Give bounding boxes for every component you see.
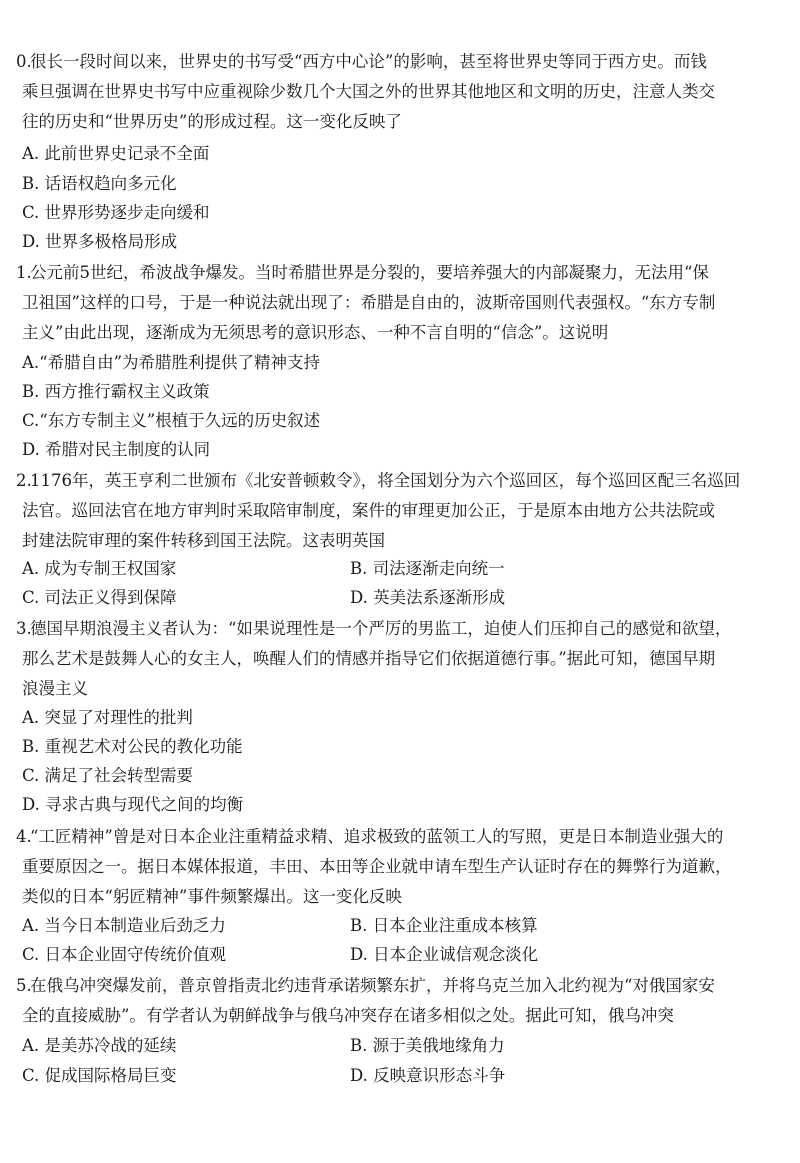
question-number: 1. bbox=[16, 263, 32, 282]
question-number: 0. bbox=[16, 52, 32, 71]
question-number: 5. bbox=[16, 976, 32, 995]
stem-line: 全的直接威胁”。有学者认为朝鲜战争与俄乌冲突存在诸多相似之处。据此可知，俄乌冲突 bbox=[22, 1006, 674, 1025]
option-b[interactable]: B. 重视艺术对公民的教化功能 bbox=[22, 737, 243, 756]
option-d[interactable]: D. 寻求古典与现代之间的均衡 bbox=[22, 795, 244, 814]
option-b[interactable]: B. 日本企业注重成本核算 bbox=[350, 916, 538, 935]
option-c[interactable]: C.“东方专制主义”根植于久远的历史叙述 bbox=[22, 411, 321, 430]
question-12 bbox=[0, 466, 790, 556]
stem-line: 2.1176年，英王亨利二世颁布《北安普顿敕令》，将全国划分为六个巡回区，每个巡回区配三名巡回 bbox=[0, 466, 790, 496]
option-a[interactable]: A. 此前世界史记录不全面 bbox=[22, 144, 210, 163]
option-b[interactable]: B. 话语权趋向多元化 bbox=[22, 174, 177, 193]
stem-line: 类似的日本“躬匠精神”事件频繁爆出。这一变化反映 bbox=[22, 887, 402, 906]
option-c[interactable]: C. 日本企业固守传统价值观 bbox=[22, 945, 227, 964]
question-14 bbox=[0, 822, 790, 912]
stem-line: 0.很长一段时间以来，世界史的书写受“西方中心论”的影响，甚至将世界史等同于西方史。而钱 bbox=[0, 47, 790, 77]
stem-line: 4.“工匠精神”曾是对日本企业注重精益求精、追求极致的蓝领工人的写照，更是日本制造业强大的 bbox=[0, 822, 790, 852]
stem-line: 那么艺术是鼓舞人心的女主人，唤醒人们的情感并指导它们依据道德行事。”据此可知，德国早期 bbox=[22, 649, 716, 668]
option-a[interactable]: A. 是美苏冷战的延续 bbox=[22, 1036, 177, 1055]
option-c[interactable]: C. 满足了社会转型需要 bbox=[22, 766, 194, 785]
stem-line: 重要原因之一。据日本媒体报道，丰田、本田等企业就申请车型生产认证时存在的舞弊行为道歉， bbox=[22, 857, 732, 876]
option-d[interactable]: D. 英美法系逐渐形成 bbox=[350, 588, 506, 607]
option-b[interactable]: B. 司法逐渐走向统一 bbox=[350, 559, 505, 578]
stem-line: 浪漫主义 bbox=[22, 679, 88, 698]
question-number: 4. bbox=[16, 827, 32, 846]
question-stem bbox=[0, 258, 790, 348]
question-15 bbox=[0, 971, 790, 1031]
stem-line: 卫祖国”这样的口号，于是一种说法就出现了：希腊是自由的，波斯帝国则代表强权。“东方专制 bbox=[22, 293, 716, 312]
stem-line: 5.在俄乌冲突爆发前，普京曾指责北约违背承诺频繁东扩，并将乌克兰加入北约视为“对俄国家安 bbox=[0, 971, 790, 1001]
stem-line: 封建法院审理的案件转移到国王法院。这表明英国 bbox=[22, 531, 385, 550]
option-d[interactable]: D. 反映意识形态斗争 bbox=[350, 1066, 506, 1085]
question-stem bbox=[0, 614, 790, 704]
question-number: 3. bbox=[16, 619, 32, 638]
question-11 bbox=[0, 258, 790, 348]
stem-line: 1.公元前5世纪，希波战争爆发。当时希腊世界是分裂的，要培养强大的内部凝聚力，无法用“保 bbox=[0, 258, 790, 288]
option-c[interactable]: C. 司法正义得到保障 bbox=[22, 588, 177, 607]
question-stem bbox=[0, 822, 790, 912]
question-number: 2. bbox=[16, 471, 32, 490]
stem-line: 法官。巡回法官在地方审判时采取陪审制度，案件的审理更加公正，于是原本由地方公共法院或 bbox=[22, 501, 715, 520]
stem-line: 3.德国早期浪漫主义者认为：“如果说理性是一个严厉的男监工，迫使人们压抑自己的感觉和欲望， bbox=[0, 614, 790, 644]
option-b[interactable]: B. 西方推行霸权主义政策 bbox=[22, 382, 210, 401]
question-stem bbox=[0, 466, 790, 556]
option-a[interactable]: A. 突显了对理性的批判 bbox=[22, 708, 193, 727]
stem-line: 乘旦强调在世界史书写中应重视除少数几个大国之外的世界其他地区和文明的历史，注意人类交 bbox=[22, 82, 715, 101]
option-b[interactable]: B. 源于美俄地缘角力 bbox=[350, 1036, 505, 1055]
option-d[interactable]: D. 世界多极格局形成 bbox=[22, 232, 178, 251]
option-d[interactable]: D. 日本企业诚信观念淡化 bbox=[350, 945, 539, 964]
option-d[interactable]: D. 希腊对民主制度的认同 bbox=[22, 440, 211, 459]
question-stem bbox=[0, 971, 790, 1031]
option-a[interactable]: A.“希腊自由”为希腊胜利提供了精神支持 bbox=[22, 353, 321, 372]
question-13 bbox=[0, 614, 790, 704]
stem-line: 主义”由此出现，逐渐成为无须思考的意识形态、一种不言自明的“信念”。这说明 bbox=[22, 323, 609, 342]
question-10 bbox=[0, 47, 790, 137]
option-c[interactable]: C. 促成国际格局巨变 bbox=[22, 1066, 177, 1085]
stem-line: 往的历史和“世界历史”的形成过程。这一变化反映了 bbox=[22, 112, 402, 131]
option-a[interactable]: A. 当今日本制造业后劲乏力 bbox=[22, 916, 226, 935]
option-c[interactable]: C. 世界形势逐步走向缓和 bbox=[22, 203, 210, 222]
question-stem bbox=[0, 47, 790, 137]
option-a[interactable]: A. 成为专制王权国家 bbox=[22, 559, 177, 578]
